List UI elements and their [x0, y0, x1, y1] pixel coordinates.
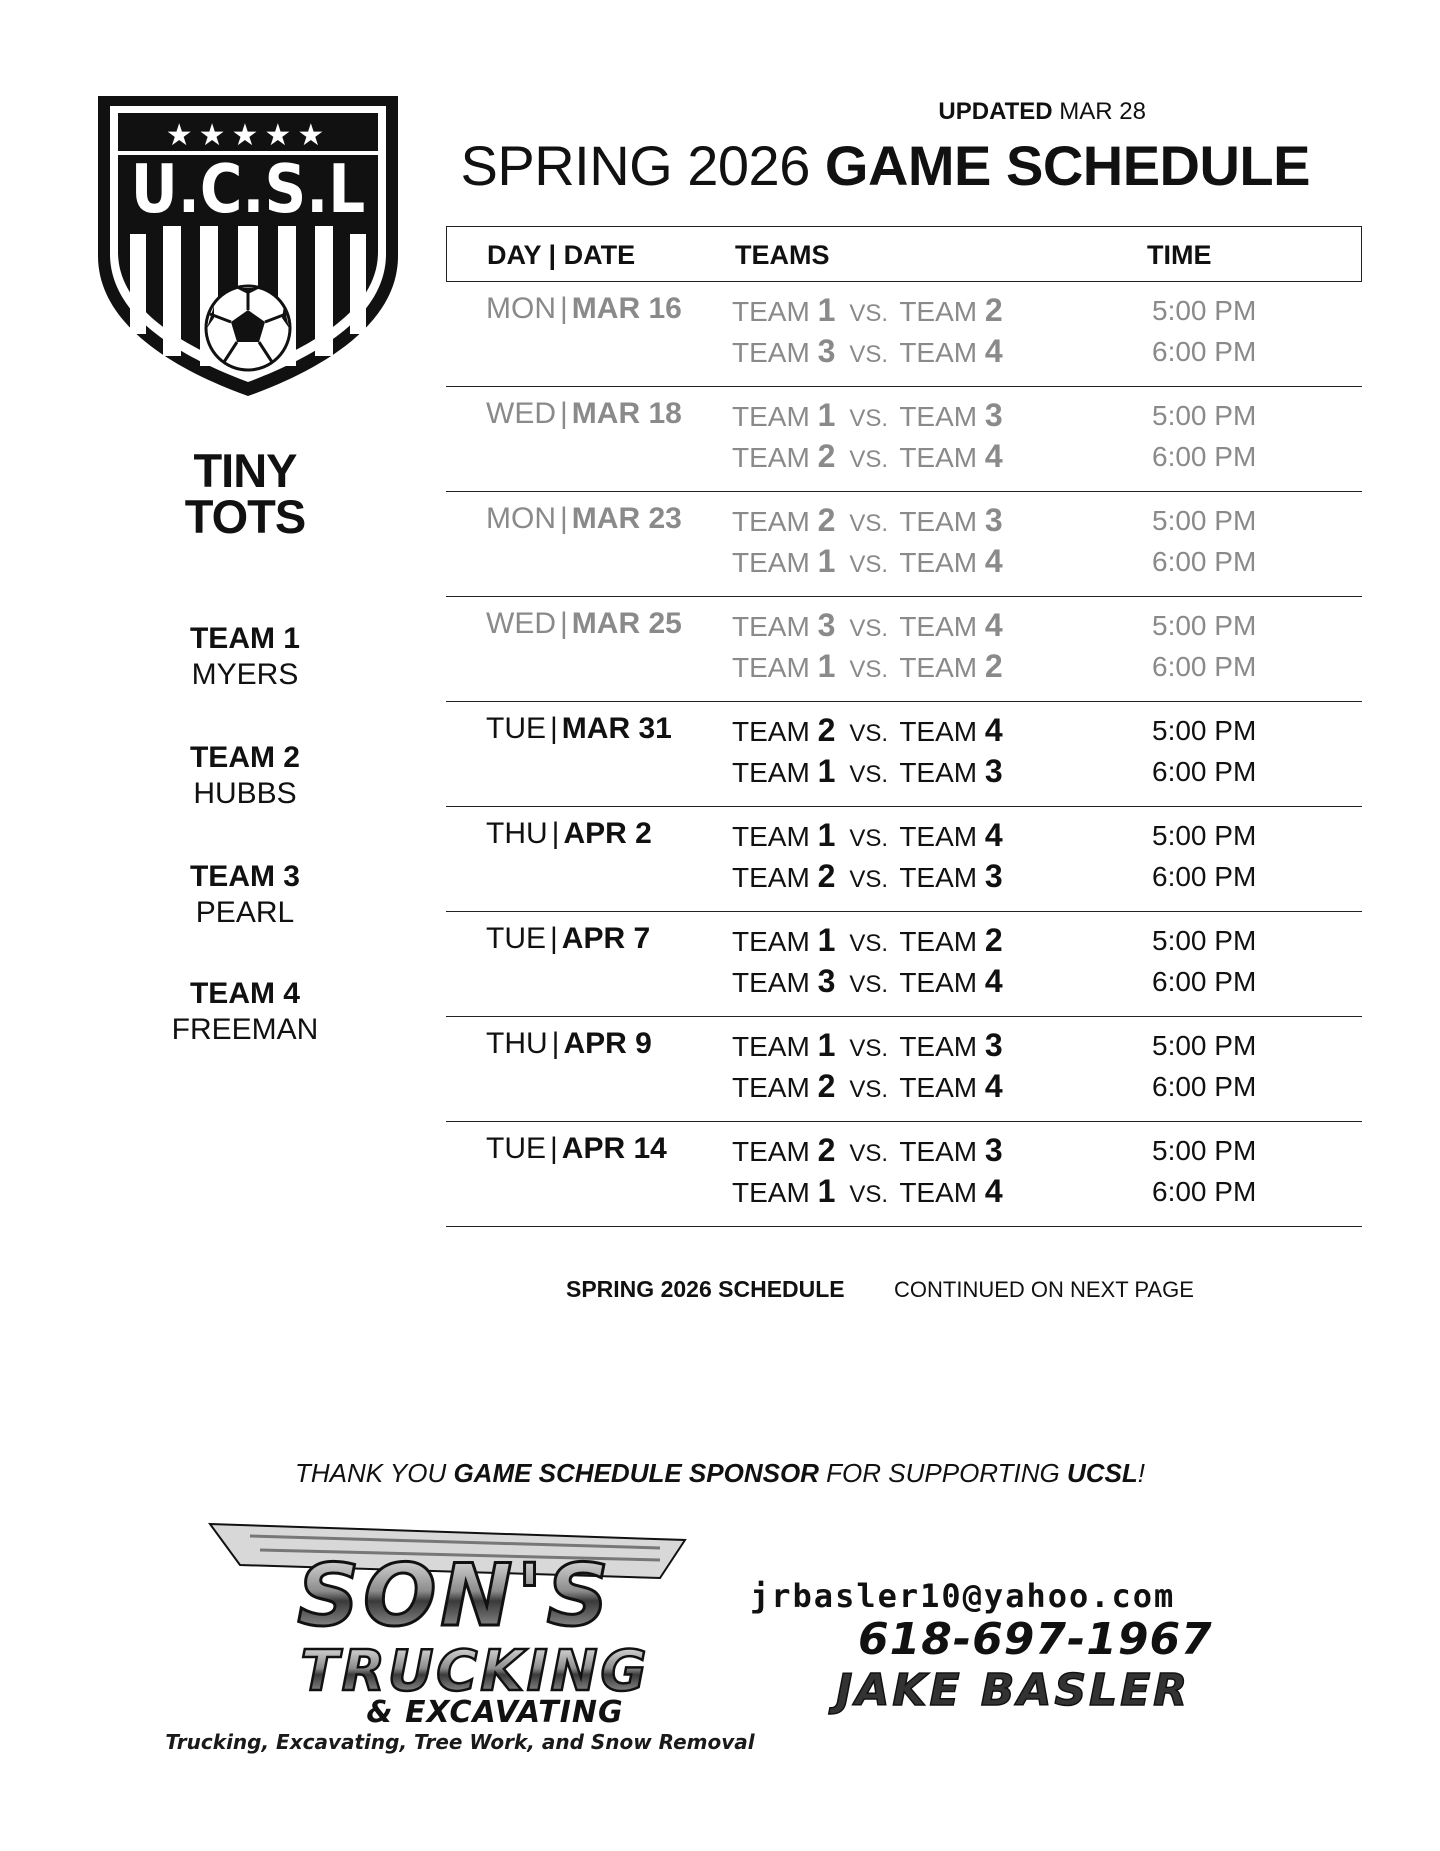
- separator: |: [551, 817, 560, 850]
- team-word: TEAM: [732, 862, 810, 893]
- game-time: 6:00 PM: [1152, 966, 1257, 997]
- team-word: TEAM: [899, 652, 978, 683]
- team-coach: MYERS: [191, 658, 299, 691]
- day-date-cell: [486, 397, 682, 431]
- schedule-row: [446, 387, 1362, 492]
- home-team-number: 1: [817, 648, 836, 684]
- crest-stars: ★★★★★: [165, 118, 331, 153]
- matchup: [732, 858, 1003, 895]
- away-team-number: 3: [984, 1132, 1003, 1168]
- day-of-week: WED: [486, 607, 556, 640]
- team-label: TEAM 2: [189, 741, 300, 774]
- matchup: [732, 438, 1003, 475]
- schedule-row: [446, 702, 1362, 807]
- team-word: TEAM: [899, 1072, 978, 1103]
- sponsor-email: jrbasler10@yahoo.com: [750, 1577, 1176, 1615]
- vs-label: VS.: [849, 1076, 889, 1103]
- sponsor-contact-name: JAKE BASLER: [836, 1665, 1191, 1716]
- team-word: TEAM: [899, 757, 978, 788]
- matchup: [732, 1027, 1003, 1064]
- day-date-cell: [486, 502, 682, 536]
- game-date: APR 7: [561, 922, 651, 955]
- matchup: [732, 1068, 1003, 1105]
- vs-label: VS.: [849, 825, 889, 852]
- title-season: SPRING 2026: [460, 134, 810, 197]
- game-date: MAR 25: [571, 607, 682, 640]
- ucsl-crest-logo: [88, 96, 408, 396]
- vs-label: VS.: [849, 405, 889, 432]
- day-date-cell: [486, 922, 650, 956]
- team-entry: [120, 977, 370, 1049]
- vs-label: VS.: [849, 866, 889, 893]
- team-word: TEAM: [732, 337, 810, 368]
- team-word: TEAM: [732, 1031, 810, 1062]
- game-date: APR 2: [563, 817, 652, 850]
- day-of-week: TUE: [486, 1132, 546, 1165]
- game-time: 5:00 PM: [1152, 715, 1257, 746]
- away-team-number: 4: [984, 1068, 1003, 1104]
- away-team-number: 4: [984, 712, 1003, 748]
- game-time: 5:00 PM: [1152, 1030, 1257, 1061]
- sons-trucking-logo: [100, 1510, 820, 1750]
- column-header-time: TIME: [1147, 240, 1212, 270]
- team-word: TEAM: [899, 547, 978, 578]
- team-word: TEAM: [732, 442, 810, 473]
- away-team-number: 4: [984, 543, 1003, 579]
- team-word: TEAM: [732, 1177, 810, 1208]
- team-word: TEAM: [732, 652, 810, 683]
- home-team-number: 1: [817, 753, 836, 789]
- home-team-number: 2: [817, 1068, 836, 1104]
- team-word: TEAM: [899, 337, 978, 368]
- matchup: [732, 817, 1003, 854]
- vs-label: VS.: [849, 930, 889, 957]
- away-team-number: 3: [984, 1027, 1003, 1063]
- game-time: 5:00 PM: [1152, 295, 1257, 326]
- team-word: TEAM: [899, 401, 978, 432]
- separator: |: [560, 292, 568, 325]
- matchup: [732, 333, 1003, 370]
- soccer-ball-icon: [206, 286, 290, 370]
- day-date-cell: [486, 817, 652, 851]
- thanks-text: !: [1137, 1458, 1145, 1488]
- away-team-number: 3: [984, 502, 1003, 538]
- team-word: TEAM: [899, 967, 978, 998]
- vs-label: VS.: [849, 761, 889, 788]
- thanks-text: THANK YOU: [295, 1458, 454, 1488]
- game-date: MAR 18: [571, 397, 682, 430]
- matchup: [732, 397, 1003, 434]
- game-time: 6:00 PM: [1152, 861, 1257, 892]
- updated-label: UPDATED: [938, 98, 1053, 125]
- team-word: TEAM: [899, 506, 978, 537]
- home-team-number: 3: [817, 333, 836, 369]
- schedule-row: [446, 1017, 1362, 1122]
- sponsor-phone: 618-697-1967: [858, 1614, 1213, 1665]
- away-team-number: 2: [984, 922, 1003, 958]
- game-time: 5:00 PM: [1152, 400, 1257, 431]
- team-word: TEAM: [899, 611, 978, 642]
- separator: |: [560, 607, 568, 640]
- away-team-number: 4: [984, 817, 1003, 853]
- team-word: TEAM: [899, 1136, 978, 1167]
- schedule-footer-label: SPRING 2026 SCHEDULE: [566, 1276, 845, 1302]
- home-team-number: 1: [817, 543, 836, 579]
- day-of-week: TUE: [486, 712, 546, 745]
- division-name: [120, 444, 370, 543]
- matchup: [732, 753, 1003, 790]
- game-time: 6:00 PM: [1152, 546, 1257, 577]
- team-word: TEAM: [899, 716, 978, 747]
- away-team-number: 4: [984, 1173, 1003, 1209]
- home-team-number: 2: [817, 502, 836, 538]
- team-word: TEAM: [899, 1177, 978, 1208]
- team-coach: FREEMAN: [171, 1013, 319, 1046]
- thanks-text: GAME SCHEDULE SPONSOR: [453, 1458, 819, 1488]
- sponsor-thanks: [0, 1458, 1440, 1489]
- game-time: 6:00 PM: [1152, 651, 1257, 682]
- away-team-number: 4: [984, 438, 1003, 474]
- team-entry: [120, 741, 370, 813]
- column-header-teams: TEAMS: [735, 240, 830, 270]
- team-label: TEAM 1: [189, 622, 300, 655]
- home-team-number: 2: [817, 1132, 836, 1168]
- thanks-text: UCSL: [1066, 1458, 1138, 1488]
- home-team-number: 1: [817, 292, 836, 328]
- team-word: TEAM: [732, 1136, 810, 1167]
- schedule-table-header: [446, 226, 1362, 282]
- away-team-number: 4: [984, 963, 1003, 999]
- vs-label: VS.: [849, 720, 889, 747]
- home-team-number: 1: [817, 397, 836, 433]
- separator: |: [550, 922, 558, 955]
- team-entry: [120, 860, 370, 932]
- title-main: GAME SCHEDULE: [824, 134, 1310, 197]
- game-time: 6:00 PM: [1152, 1071, 1257, 1102]
- thanks-text: FOR SUPPORTING: [818, 1458, 1067, 1488]
- team-word: TEAM: [899, 821, 978, 852]
- away-team-number: 4: [984, 333, 1003, 369]
- game-date: MAR 31: [561, 712, 672, 745]
- team-coach: PEARL: [195, 896, 295, 929]
- team-word: TEAM: [732, 1072, 810, 1103]
- logo-line-3: & EXCAVATING: [366, 1695, 624, 1730]
- game-time: 6:00 PM: [1152, 1176, 1257, 1207]
- separator: |: [560, 502, 568, 535]
- day-date-cell: [486, 607, 682, 641]
- game-time: 6:00 PM: [1152, 441, 1257, 472]
- game-date: MAR 16: [571, 292, 682, 325]
- day-date-cell: [486, 292, 682, 326]
- day-of-week: MON: [486, 292, 556, 325]
- game-time: 5:00 PM: [1152, 610, 1257, 641]
- team-coach: HUBBS: [193, 777, 297, 810]
- team-word: TEAM: [732, 821, 810, 852]
- vs-label: VS.: [849, 510, 889, 537]
- team-label: TEAM 4: [189, 977, 300, 1010]
- home-team-number: 2: [817, 712, 836, 748]
- away-team-number: 2: [984, 292, 1003, 328]
- home-team-number: 1: [817, 1173, 836, 1209]
- team-word: TEAM: [732, 401, 810, 432]
- team-word: TEAM: [732, 967, 810, 998]
- logo-line-1: SON'S: [297, 1546, 613, 1646]
- home-team-number: 3: [817, 607, 836, 643]
- game-time: 5:00 PM: [1152, 925, 1257, 956]
- team-word: TEAM: [899, 862, 978, 893]
- separator: |: [551, 1027, 560, 1060]
- team-entry: [120, 622, 370, 694]
- matchup: [732, 607, 1003, 644]
- day-of-week: THU: [486, 817, 548, 850]
- matchup: [732, 1173, 1003, 1210]
- day-date-cell: [486, 1027, 652, 1061]
- away-team-number: 3: [984, 753, 1003, 789]
- game-time: 6:00 PM: [1152, 756, 1257, 787]
- home-team-number: 2: [817, 858, 836, 894]
- matchup: [732, 712, 1003, 749]
- updated-note: [938, 98, 1146, 126]
- game-date: MAR 23: [571, 502, 682, 535]
- matchup: [732, 922, 1003, 959]
- schedule-row: [446, 1122, 1362, 1227]
- vs-label: VS.: [849, 656, 889, 683]
- continued-note: CONTINUED ON NEXT PAGE: [894, 1277, 1194, 1302]
- column-header-day-date: DAY | DATE: [487, 240, 636, 270]
- team-word: TEAM: [732, 757, 810, 788]
- team-word: TEAM: [732, 506, 810, 537]
- day-of-week: WED: [486, 397, 556, 430]
- team-word: TEAM: [899, 926, 978, 957]
- page-title: [440, 134, 1310, 198]
- vs-label: VS.: [849, 1181, 889, 1208]
- logo-line-2: TRUCKING: [300, 1639, 650, 1704]
- day-of-week: THU: [486, 1027, 548, 1060]
- away-team-number: 3: [984, 397, 1003, 433]
- away-team-number: 2: [984, 648, 1003, 684]
- home-team-number: 1: [817, 922, 836, 958]
- team-word: TEAM: [732, 547, 810, 578]
- team-word: TEAM: [899, 442, 978, 473]
- home-team-number: 2: [817, 438, 836, 474]
- updated-date: MAR 28: [1059, 98, 1146, 125]
- separator: |: [550, 712, 558, 745]
- team-label: TEAM 3: [189, 860, 300, 893]
- team-word: TEAM: [899, 296, 978, 327]
- game-time: 5:00 PM: [1152, 505, 1257, 536]
- day-of-week: MON: [486, 502, 556, 535]
- day-of-week: TUE: [486, 922, 546, 955]
- vs-label: VS.: [849, 446, 889, 473]
- matchup: [732, 502, 1003, 539]
- schedule-row: [446, 597, 1362, 702]
- vs-label: VS.: [849, 971, 889, 998]
- home-team-number: 1: [817, 817, 836, 853]
- game-time: 5:00 PM: [1152, 820, 1257, 851]
- away-team-number: 4: [984, 607, 1003, 643]
- division-line-1: TINY: [193, 444, 297, 497]
- matchup: [732, 543, 1003, 580]
- vs-label: VS.: [849, 1140, 889, 1167]
- away-team-number: 3: [984, 858, 1003, 894]
- team-word: TEAM: [732, 611, 810, 642]
- schedule-row: [446, 492, 1362, 597]
- schedule-row: [446, 912, 1362, 1017]
- team-word: TEAM: [899, 1031, 978, 1062]
- matchup: [732, 292, 1003, 329]
- game-date: APR 14: [561, 1132, 667, 1165]
- schedule-row: [446, 282, 1362, 387]
- vs-label: VS.: [849, 341, 889, 368]
- game-date: APR 9: [563, 1027, 652, 1060]
- vs-label: VS.: [849, 1035, 889, 1062]
- home-team-number: 3: [817, 963, 836, 999]
- matchup: [732, 648, 1003, 685]
- vs-label: VS.: [849, 615, 889, 642]
- vs-label: VS.: [849, 551, 889, 578]
- day-date-cell: [486, 712, 672, 746]
- matchup: [732, 1132, 1003, 1169]
- team-word: TEAM: [732, 716, 810, 747]
- home-team-number: 1: [817, 1027, 836, 1063]
- game-time: 5:00 PM: [1152, 1135, 1257, 1166]
- sponsor-tagline: Trucking, Excavating, Tree Work, and Snow Removal: [165, 1730, 755, 1754]
- matchup: [732, 963, 1003, 1000]
- crest-letters: U.C.S.L: [130, 150, 366, 229]
- team-word: TEAM: [732, 926, 810, 957]
- day-date-cell: [486, 1132, 667, 1166]
- separator: |: [550, 1132, 558, 1165]
- team-word: TEAM: [732, 296, 810, 327]
- schedule-row: [446, 807, 1362, 912]
- division-line-2: TOTS: [184, 490, 306, 543]
- vs-label: VS.: [849, 300, 889, 327]
- separator: |: [560, 397, 568, 430]
- game-time: 6:00 PM: [1152, 336, 1257, 367]
